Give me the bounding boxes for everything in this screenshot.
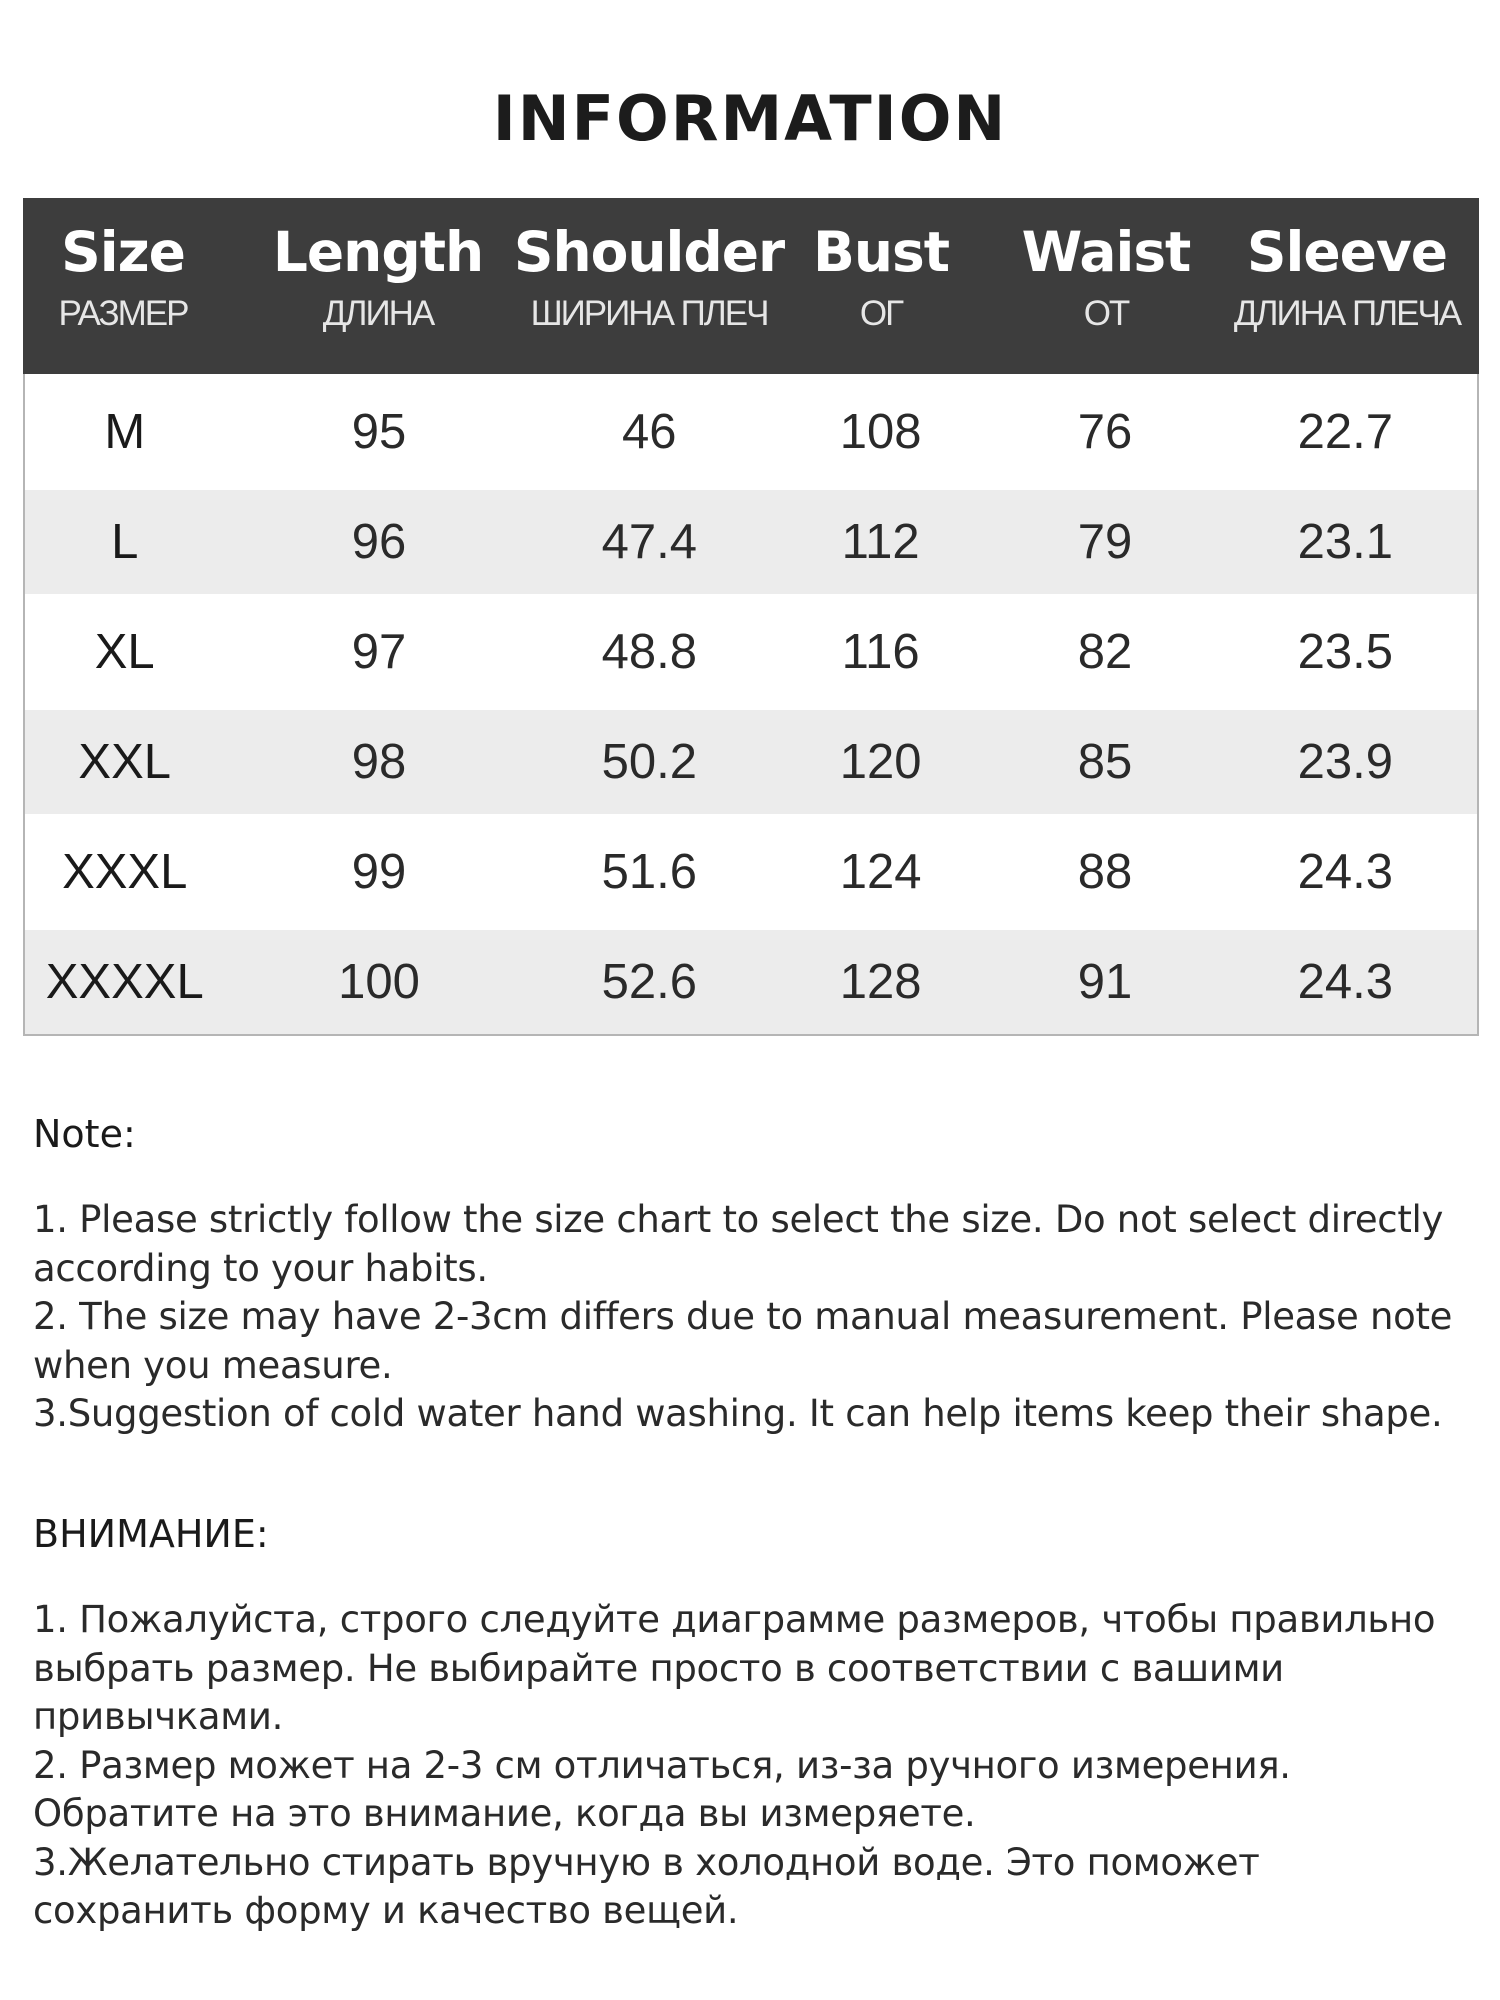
header-sublabel: ДЛИНА ПЛЕЧА xyxy=(1233,294,1461,333)
shoulder-cell: 52.6 xyxy=(601,955,697,1009)
header-sublabel: ШИРИНА ПЛЕЧ xyxy=(530,294,768,333)
header-size xyxy=(23,198,223,374)
table-row xyxy=(25,374,1477,490)
note-item: 1. Please strictly follow the size chart to select the size. Do not select directly according to your habits. xyxy=(33,1198,1444,1290)
sleeve-cell: 23.1 xyxy=(1297,515,1394,569)
size-cell: XXL xyxy=(78,735,172,789)
note-heading-ru: ВНИМАНИЕ: xyxy=(33,1512,269,1556)
header-sublabel: ДЛИНА xyxy=(322,294,434,333)
header-sublabel: ОТ xyxy=(1083,294,1129,333)
header-sublabel: ОГ xyxy=(859,294,903,333)
header-waist xyxy=(997,198,1215,374)
sleeve-cell: 23.9 xyxy=(1297,735,1394,789)
length-cell: 99 xyxy=(351,845,407,899)
header-shoulder xyxy=(513,198,785,374)
note-item: 3.Suggestion of cold water hand washing. It can help items keep their shape. xyxy=(33,1392,1443,1435)
table-row xyxy=(25,814,1477,930)
shoulder-cell: 48.8 xyxy=(601,625,697,679)
size-chart-table xyxy=(23,198,1479,1036)
waist-cell: 91 xyxy=(1077,955,1133,1009)
note-item: 2. The size may have 2-3cm differs due to manual measurement. Please note when you measure. xyxy=(33,1295,1453,1387)
length-cell: 98 xyxy=(351,735,407,789)
size-cell: L xyxy=(111,515,139,569)
bust-cell: 112 xyxy=(841,515,920,569)
header-label: Size xyxy=(61,220,185,284)
sleeve-cell: 22.7 xyxy=(1297,405,1394,459)
waist-cell: 88 xyxy=(1077,845,1133,899)
shoulder-cell: 46 xyxy=(622,405,677,459)
header-label: Bust xyxy=(812,220,950,284)
waist-cell: 79 xyxy=(1077,515,1133,569)
bust-cell: 116 xyxy=(841,625,920,679)
bust-cell: 124 xyxy=(839,845,922,899)
table-row xyxy=(25,594,1477,710)
note-item: 3.Желательно стирать вручную в холодной воде. Это поможет сохранить форму и качество вещей. xyxy=(33,1840,1260,1932)
page-title: INFORMATION xyxy=(492,82,1008,155)
length-cell: 95 xyxy=(351,405,407,459)
table-row xyxy=(25,490,1477,594)
note-item: 1. Пожалуйста, строго следуйте диаграмме размеров, чтобы правильно выбрать размер. Не выбирайте просто в соответствии с вашими привычками. xyxy=(33,1598,1436,1738)
table-row xyxy=(25,710,1477,814)
note-heading-en: Note: xyxy=(33,1112,136,1156)
bust-cell: 108 xyxy=(839,405,922,459)
note-list-ru xyxy=(33,1596,1463,1936)
bust-cell: 120 xyxy=(839,735,922,789)
header-label: Sleeve xyxy=(1246,220,1448,284)
note-list-en xyxy=(33,1196,1463,1439)
header-length xyxy=(223,198,533,374)
waist-cell: 76 xyxy=(1077,405,1133,459)
sleeve-cell: 23.5 xyxy=(1297,625,1394,679)
length-cell: 97 xyxy=(351,625,407,679)
bust-cell: 128 xyxy=(839,955,922,1009)
size-cell: XL xyxy=(94,625,155,679)
header-label: Shoulder xyxy=(513,220,785,284)
length-cell: 100 xyxy=(338,955,420,1009)
shoulder-cell: 47.4 xyxy=(601,515,697,569)
header-bust xyxy=(765,198,997,374)
size-cell: XXXL xyxy=(62,845,188,899)
shoulder-cell: 50.2 xyxy=(601,735,697,789)
waist-cell: 85 xyxy=(1077,735,1133,789)
size-cell: M xyxy=(104,405,146,459)
length-cell: 96 xyxy=(351,515,407,569)
size-cell: XXXXL xyxy=(45,955,204,1009)
waist-cell: 82 xyxy=(1077,625,1133,679)
header-sleeve xyxy=(1215,198,1479,374)
table-header xyxy=(23,198,1479,374)
table-row xyxy=(25,930,1477,1034)
header-label: Waist xyxy=(1021,220,1191,284)
header-sublabel: РАЗМЕР xyxy=(58,294,188,333)
note-item: 2. Размер может на 2-3 см отличаться, из-за ручного измерения. Обратите на это внимание, когда вы измеряете. xyxy=(33,1743,1291,1835)
sleeve-cell: 24.3 xyxy=(1297,955,1394,1009)
header-label: Length xyxy=(272,220,484,284)
sleeve-cell: 24.3 xyxy=(1297,845,1394,899)
shoulder-cell: 51.6 xyxy=(601,845,697,899)
